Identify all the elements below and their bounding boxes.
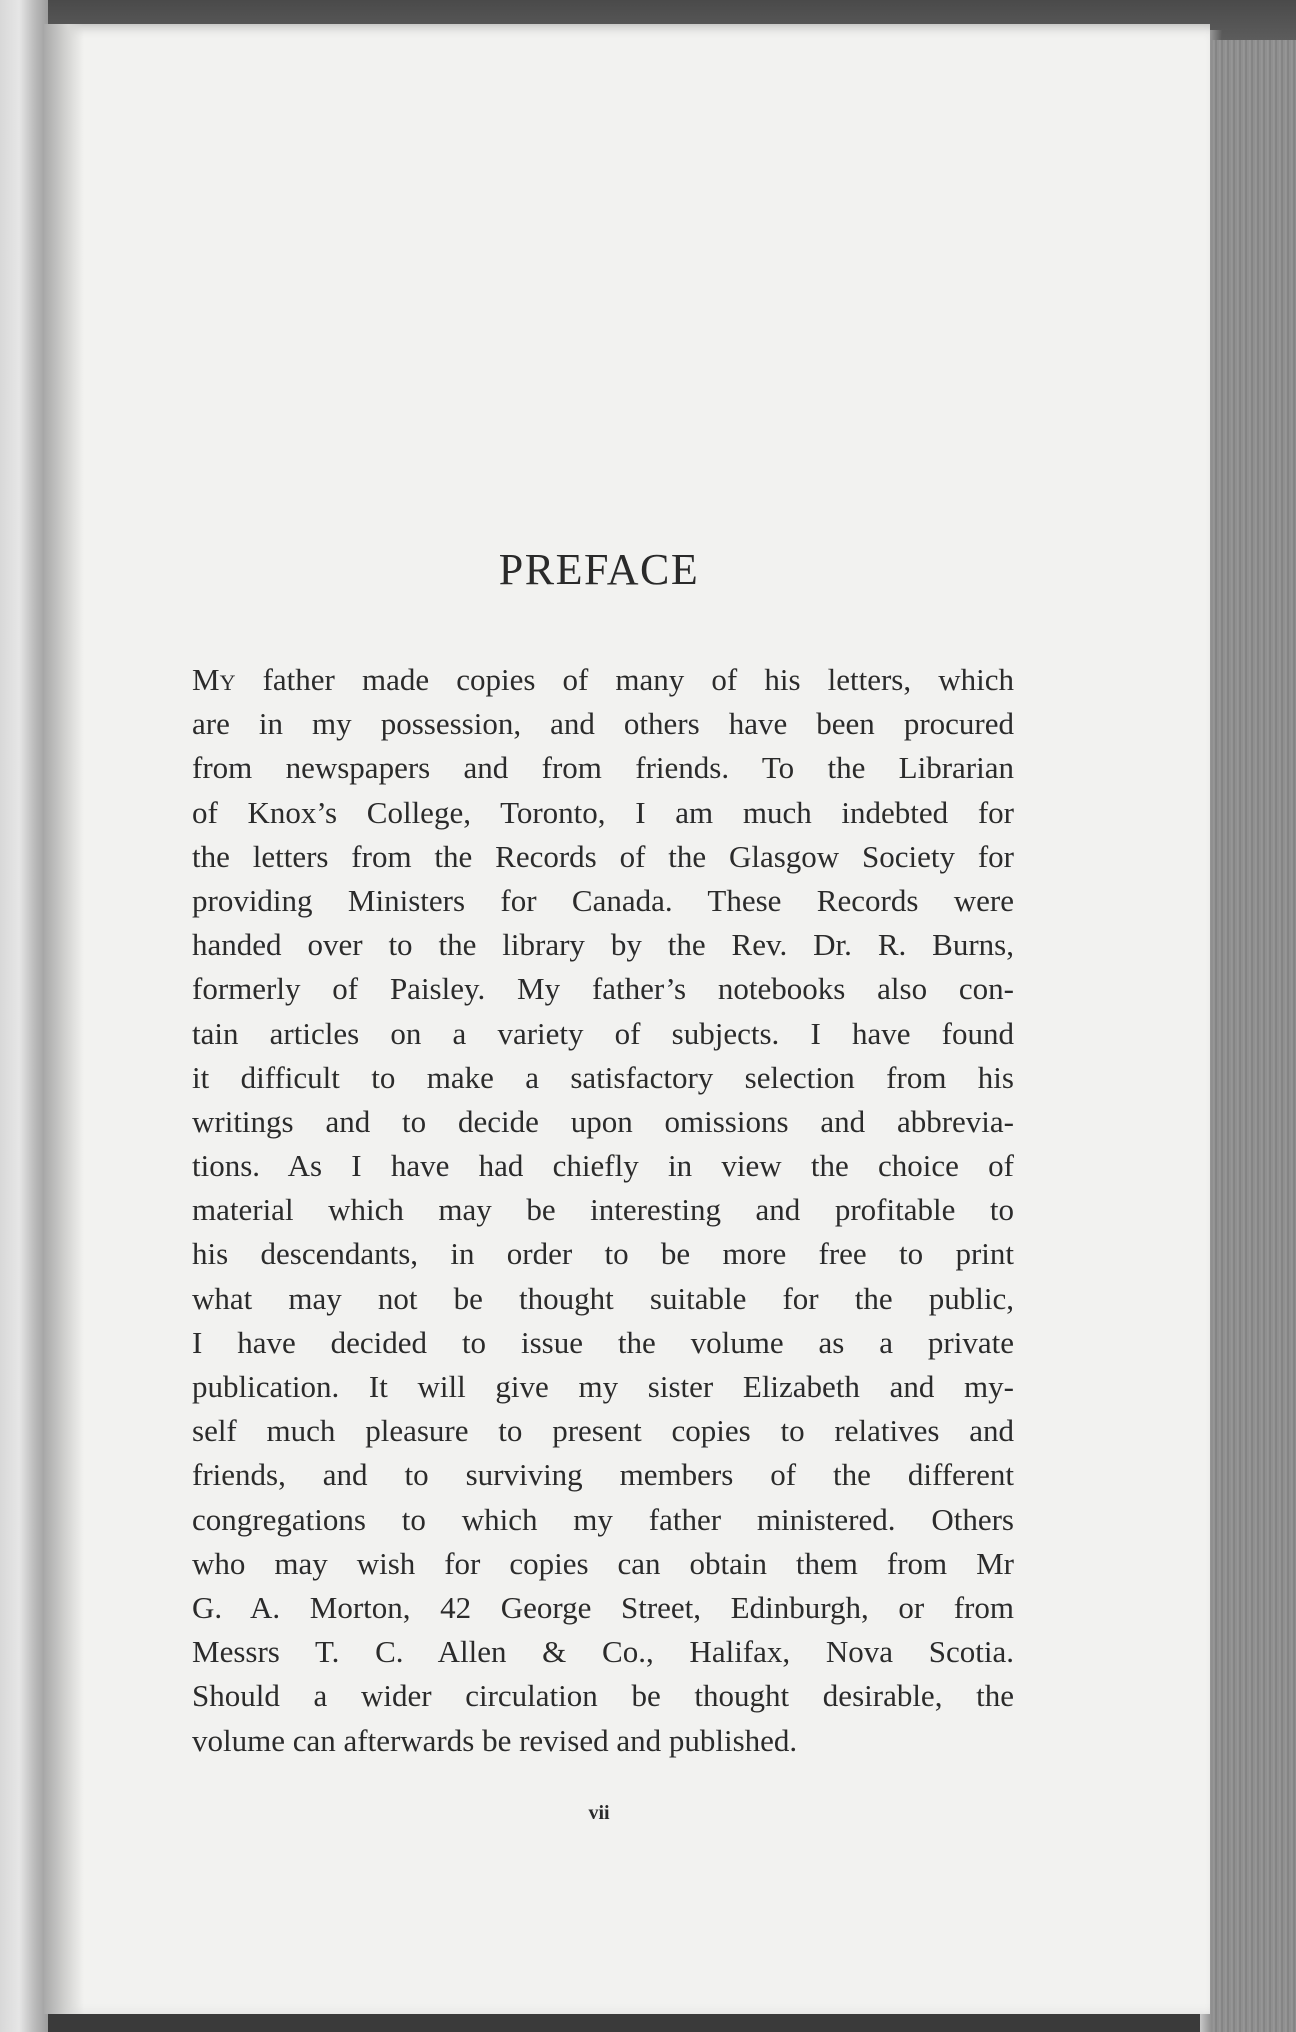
page-stack-edge [1212, 40, 1296, 2032]
text-line: Should a wider circulation be thought desirable, the [192, 1678, 1014, 1714]
text-line: tions. As I have had chiefly in view the choice of [192, 1148, 1014, 1184]
text-line: My father made copies of many of his letters, which [192, 662, 1014, 697]
facing-page-edge [0, 0, 48, 2032]
book-page [44, 24, 1210, 2014]
text-line: formerly of Paisley. My father’s notebooks also con- [192, 971, 1014, 1007]
text-line: handed over to the library by the Rev. Dr. R. Burns, [192, 927, 1014, 963]
text-line: writings and to decide upon omissions and abbrevia- [192, 1103, 1014, 1139]
text-line: his descendants, in order to be more free to print [192, 1236, 1014, 1272]
text-line: who may wish for copies can obtain them from Mr [192, 1545, 1014, 1581]
drop-word: My [192, 662, 236, 697]
text-line: what may not be thought suitable for the public, [192, 1280, 1014, 1316]
text-line: G. A. Morton, 42 George Street, Edinburgh, or from [192, 1589, 1014, 1625]
page-number: vii [588, 1802, 610, 1824]
text-line: Messrs T. C. Allen & Co., Halifax, Nova Scotia. [192, 1634, 1014, 1670]
text-line: publication. It will give my sister Elizabeth and my- [192, 1369, 1014, 1404]
text-line: I have decided to issue the volume as a private [192, 1324, 1014, 1360]
text-line: of Knox’s College, Toronto, I am much indebted for [192, 794, 1014, 830]
text-line: volume can afterwards be revised and published. [192, 1722, 798, 1758]
text-line: the letters from the Records of the Glasgow Society for [192, 838, 1014, 874]
text-line: tain articles on a variety of subjects. I have found [192, 1015, 1014, 1051]
preface-body [192, 658, 1014, 1763]
text-line: material which may be interesting and profitable to [192, 1192, 1014, 1228]
text-line: from newspapers and from friends. To the Librarian [192, 750, 1014, 786]
page-title: PREFACE [498, 545, 700, 594]
text-line: it difficult to make a satisfactory selection from his [192, 1059, 1014, 1095]
text-line: self much pleasure to present copies to relatives and [192, 1413, 1014, 1449]
text-line: providing Ministers for Canada. These Records were [192, 882, 1014, 918]
text-line: friends, and to surviving members of the different [192, 1457, 1014, 1493]
text-line: congregations to which my father ministered. Others [192, 1501, 1014, 1537]
text-line: are in my possession, and others have been procured [192, 706, 1014, 742]
gutter-shadow [44, 24, 84, 2014]
